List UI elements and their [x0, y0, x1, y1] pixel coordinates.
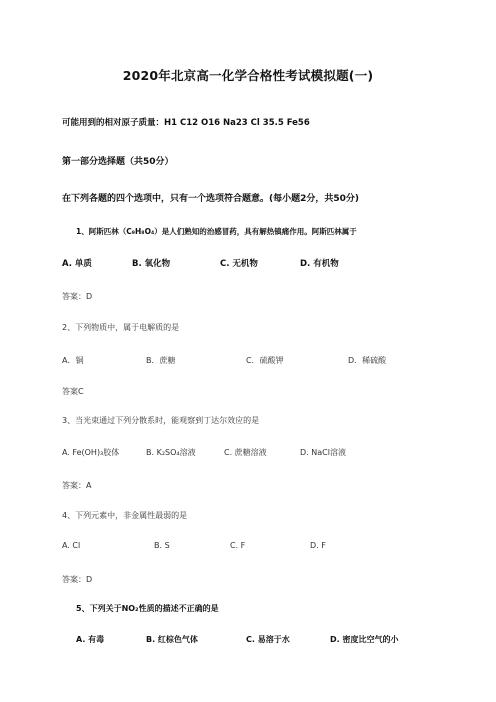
question-5-stem: 5、下列关于NO₂性质的描述不正确的是 — [76, 604, 219, 613]
q3-option-a: A. Fe(OH)₃胶体 — [62, 448, 120, 457]
q5-option-c: C. 易溶于水 — [246, 635, 290, 644]
question-2-answer: 答案C — [62, 387, 84, 396]
q4-option-b: B. S — [154, 541, 170, 550]
question-1-options — [62, 257, 382, 269]
q1-option-a: A. 单质 — [62, 259, 92, 269]
question-3-answer: 答案：A — [62, 481, 92, 490]
question-4-answer: 答案：D — [62, 575, 93, 584]
q3-option-d: D. NaCl溶液 — [300, 448, 346, 457]
question-1-answer: 答案：D — [62, 292, 93, 301]
q2-option-a: A．铜 — [62, 356, 84, 365]
question-2-stem: 2、下列物质中，属于电解质的是 — [62, 323, 180, 332]
question-1-stem: 1、阿斯匹林（C₉H₈O₄）是人们熟知的治感冒药，具有解热镇痛作用。阿斯匹林属于 — [76, 227, 357, 236]
q3-option-b: B. K₂SO₄溶液 — [146, 448, 196, 457]
question-3-stem: 3、当光束通过下列分散系时，能观察到丁达尔效应的是 — [62, 416, 260, 425]
q5-option-b: B. 红棕色气体 — [146, 635, 198, 644]
question-4-stem: 4、下列元素中，非金属性最弱的是 — [62, 511, 188, 520]
atomic-masses-line: 可能用到的相对原子质量：H1 C12 O16 Na23 Cl 35.5 Fe56 — [62, 118, 310, 128]
q2-option-c: C．硫酸钾 — [246, 356, 284, 365]
q1-option-b: B. 氧化物 — [132, 259, 171, 269]
question-3-options — [62, 447, 402, 459]
q5-option-a: A. 有毒 — [76, 635, 105, 644]
q2-option-d: D．稀硫酸 — [348, 356, 387, 365]
q1-option-d: D. 有机物 — [300, 259, 339, 269]
part1-instruction: 在下列各题的四个选项中，只有一个选项符合题意。(每小题2分，共50分) — [62, 194, 360, 204]
q4-option-d: D. F — [310, 541, 326, 550]
q4-option-a: A. Cl — [62, 541, 81, 550]
question-2-options — [62, 355, 387, 367]
part1-heading: 第一部分选择题（共50分） — [62, 157, 174, 167]
q4-option-c: C. F — [230, 541, 246, 550]
document-title: 2020年北京高一化学合格性考试模拟题(一) — [122, 68, 374, 83]
q5-option-d: D. 密度比空气的小 — [330, 635, 399, 644]
q1-option-c: C. 无机物 — [220, 259, 258, 269]
question-4-options — [62, 541, 362, 553]
q2-option-b: B．蔗糖 — [146, 356, 176, 365]
question-5-options — [76, 634, 426, 646]
q3-option-c: C. 蔗糖溶液 — [224, 448, 267, 457]
